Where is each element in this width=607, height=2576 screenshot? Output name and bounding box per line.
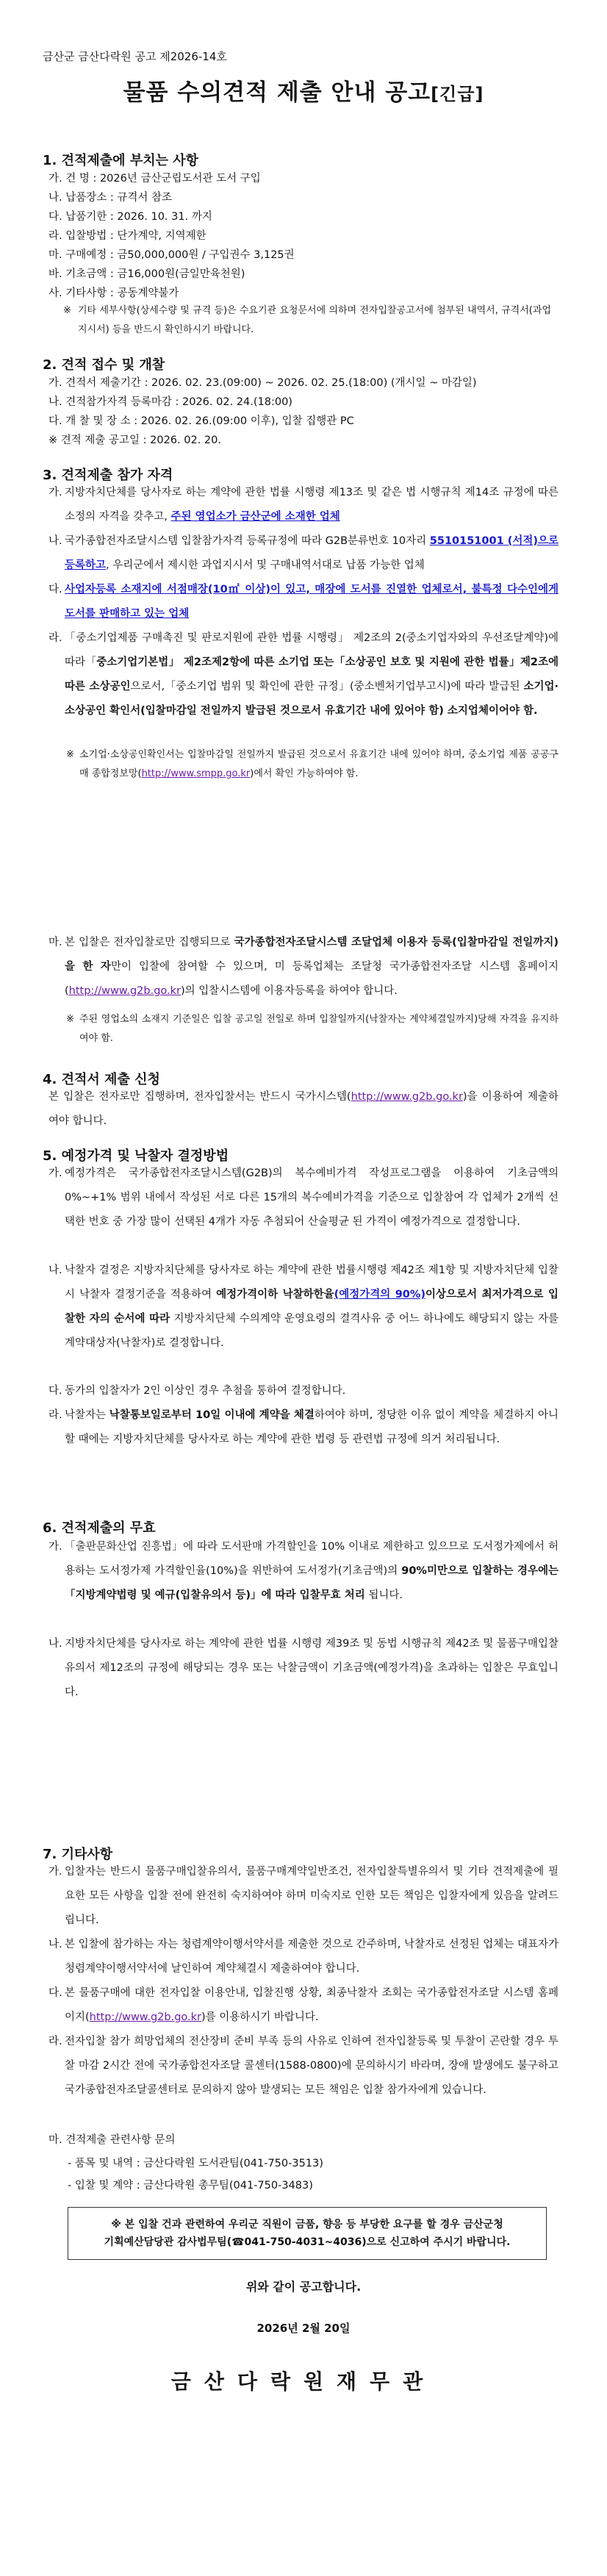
s6-na-prefix: 나. (49, 1638, 62, 1650)
s5-na-text-1: 낙찰자 결정은 지방자치단체를 당사자로 하는 계약에 관한 법률시행령 제42조 제1항 및 지방자치단체 입찰시 낙찰자 결정기준을 적용하여 (65, 1264, 558, 1300)
section-2-heading: 2. 견적 접수 및 개찰 (43, 357, 165, 373)
s3-ma-note-text: 주된 영업소의 소재지 기준일은 입찰 공고일 전일로 하며 입찰일까지(낙찰자는 계약체결일까지)당해 자격을 유지하여야 함. (79, 1014, 558, 1044)
s3-ra-text-2: 으로서,「중소기업 범위 및 확인에 관한 규정」(중소벤처기업부고시)에 따라 발급된 (130, 681, 520, 693)
s7-na-text: 본 입찰에 참가하는 자는 청렴계약이행서약서를 제출한 것으로 간주하며, 낙찰자로 선정된 업체는 대표자가 청렴계약이행서약서에 날인하여 계약체결시 제출하여야 합니다. (65, 1939, 558, 1975)
s5-ra-text-2: 하여야 하며, 정당한 이유 없이 계약을 체결하지 아니할 때에는 지방자치단체를 당사자로 하는 계약에 관한 법령 등 관련법 규정에 의거 처리됩니다. (65, 1409, 558, 1445)
s6-na-text: 지방자치단체를 당사자로 하는 계약에 관한 법률 시행령 제39조 및 동법 시행규칙 제42조 및 물품구매입찰유의서 제12조의 규정에 해당되는 경우 또는 낙찰금액이 기초금액(예정가격)을 초과하는 입찰은 무효입니다. (65, 1638, 558, 1698)
s7-da-prefix: 다. (49, 1987, 62, 1999)
s1-note-mark: ※ (63, 305, 71, 316)
s3-na-prefix: 나. (49, 535, 62, 547)
s5-ga-prefix: 가. (49, 1167, 62, 1179)
s1-note (63, 301, 551, 340)
s1-item-name: 가. 건 명 : 2026년 금산군립도서관 도서 구입 (49, 173, 261, 185)
s3-da-highlight: 사업자등록 소재지에 서점매장(10㎡ 이상)이 있고, 매장에 도서를 진열한 업체로서, 불특정 다수인에게 도서를 판매하고 있는 업체 (65, 584, 558, 620)
s3-item-ra (49, 626, 558, 723)
s3-ma-note (66, 1010, 558, 1048)
section-4-heading: 4. 견적서 제출 신청 (43, 1072, 160, 1087)
s3-ma-bold: 국가종합전자조달시스템 조달업체 이용자 등록(입찰마감일 전일까지)을 한 자 (65, 937, 558, 973)
s5-na-prefix: 나. (49, 1264, 62, 1276)
s3-ra-note-text: 소기업·소상공인확인서는 입찰마감일 전일까지 발급된 것으로서 유효기간 내에 있어야 하며, 중소기업 제품 공공구매 종합정보망( (79, 749, 558, 779)
s6-ga-text-2: 됩니다. (364, 1589, 403, 1601)
s5-na-bold-1: 예정가격이하 낙찰하한율 (216, 1289, 334, 1300)
s1-item-etc: 사. 기타사항 : 공동계약불가 (49, 287, 179, 299)
s7-item-na (49, 1933, 558, 1981)
s3-ma-text-2: 만이 입찰에 참여할 수 있으며, 미 등록업체는 조달청 국가종합전자조달 시스템 홈페이지( (65, 961, 558, 997)
integrity-notice-line-2: 기획예산담당관 감사법무팀(☎041-750-4031~4036)으로 신고하여 주시기 바랍니다. (104, 2236, 511, 2248)
s7-ga-prefix: 가. (49, 1866, 62, 1878)
g2b-link-s7[interactable]: http://www.g2b.go.kr (89, 2011, 201, 2023)
s4-text-2: )을 이용하여 제출하여야 합니다. (49, 1091, 558, 1127)
section-3-heading: 3. 견적제출 참가 자격 (43, 468, 173, 483)
s5-ra-bold: 낙찰통보일로부터 10일 이내에 계약을 체결 (109, 1409, 315, 1421)
s7-ra-text: 전자입찰 참가 희망업체의 전산장비 준비 부족 등의 사유로 인하여 전자입찰등록 및 투찰이 곤란할 경우 투찰 마감 2시간 전에 국가종합전자조달 콜센터(1588-0800)에 문의하시기 바라며, 장애 발생에도 불구하고 국가종합전자조달콜센터로 문의하지 않아 발생되는 모든 책임은 입찰 참가자에게 있습니다. (65, 2036, 558, 2096)
section-7-heading: 7. 기타사항 (43, 1847, 113, 1862)
s2-notice-date: ※ 견적 제출 공고일 : 2026. 02. 20. (49, 434, 221, 446)
s3-na-highlight: 5510151001 (서적)으로 등록하고 (65, 535, 558, 571)
s7-ra-prefix: 라. (49, 2036, 62, 2047)
s3-da-prefix: 다. (49, 584, 62, 595)
integrity-notice-line-1: ※ 본 입찰 건과 관련하여 우리군 직원이 금품, 향응 등 부당한 요구를 할 경우 금산군청 (111, 2219, 503, 2230)
s1-item-deadline: 다. 납품기한 : 2026. 10. 31. 까지 (49, 211, 212, 223)
s3-item-na (49, 529, 558, 578)
closing-statement: 위와 같이 공고합니다. (245, 2280, 362, 2294)
s3-ra-prefix: 라. (49, 632, 62, 644)
g2b-link-s4[interactable]: http://www.g2b.go.kr (351, 1091, 463, 1103)
s5-ra-text-1: 낙찰자는 (65, 1409, 107, 1421)
s7-item-ma: 마. 견적제출 관련사항 문의 (49, 2134, 176, 2146)
smpp-link[interactable]: http://www.smpp.go.kr (141, 768, 251, 779)
s3-ra-bold-1: 중소기업기본법」 제2조제2항에 따른 소기업 또는「소상공인 보호 및 지원에 관한 법률」제2조에 따른 소상공인 (65, 656, 559, 693)
page-title (0, 74, 607, 107)
s7-da-text-2: )를 이용하시기 바랍니다. (201, 2011, 319, 2023)
s7-item-da (49, 1981, 558, 2030)
s3-ra-note-text-2: )에서 확인 가능하여야 함. (250, 768, 359, 779)
s6-ga-bold: 90%미만으로 입찰하는 경우에는「지방계약법령 및 예규(입찰유의서 등)」에 따라 입찰무효 처리 (65, 1565, 558, 1601)
s3-ga-text: 지방자치단체를 당사자로 하는 계약에 관한 법률 시행령 제13조 및 같은 법 시행규칙 제14조 규정에 따른 소정의 자격을 갖추고, (65, 487, 558, 523)
s7-da-text-1: 본 물품구매에 대한 전자입찰 이용안내, 입찰진행 상황, 최종낙찰자 조회는 국가종합전자조달 시스템 홈페이지( (65, 1987, 558, 2023)
section-6-heading: 6. 견적제출의 무효 (43, 1520, 156, 1536)
section-5-heading: 5. 예정가격 및 낙찰자 결정방법 (43, 1148, 229, 1164)
notice-date: 2026년 2월 20일 (256, 2322, 351, 2335)
s7-na-prefix: 나. (49, 1939, 62, 1950)
s5-da-prefix: 다. (49, 1385, 62, 1397)
s6-ga-prefix: 가. (49, 1541, 62, 1553)
s3-ra-text-1: 「중소기업제품 구매촉진 및 판로지원에 관한 법률 시행령」 제2조의 2(중소기업자와의 우선조달계약)에 따라「 (65, 632, 558, 668)
s5-da-text: 동가의 입찰자가 2인 이상인 경우 추첨을 통하여 결정합니다. (65, 1385, 346, 1397)
s5-na-text-2: 지방자치단체 수의계약 운영요령의 결격사유 중 어느 하나에도 해당되지 않는 자를 계약대상자(낙찰자)로 결정합니다. (65, 1313, 559, 1349)
s5-item-da (49, 1379, 558, 1403)
s5-ga-text: 예정가격은 국가종합전자조달시스템(G2B)의 복수예비가격 작성프로그램을 이용하여 기초금액의 0%~+1% 범위 내에서 작성된 서로 다른 15개의 복수예비가격을 기준으로 입찰참여 각 업체가 2개씩 선택한 번호 중 가장 많이 선택된 4개가 자동 추첨되어 산술평균 된 가격이 예정가격으로 결정합니다. (65, 1167, 558, 1228)
s3-item-ga (49, 481, 558, 529)
s3-na-text-1: 국가종합전자조달시스템 입찰참가자격 등록규정에 따라 G2B분류번호 10자리 (65, 535, 427, 547)
s6-item-na (49, 1632, 558, 1705)
s3-ga-highlight: 주된 영업소가 금산군에 소재한 업체 (170, 511, 340, 523)
s5-item-ga (49, 1162, 558, 1234)
s3-ra-bold-2: 소기업·소상공인 확인서(입찰마감일 전일까지 발급된 것으로서 유효기간 내에 있어야 함) 소지업체이어야 함. (65, 681, 559, 717)
title-text: 물품 수의견적 제출 안내 공고 (123, 79, 431, 106)
s3-ra-note-mark: ※ (66, 749, 74, 760)
s4-text (49, 1085, 558, 1134)
integrity-notice-box (68, 2207, 547, 2260)
s5-ra-prefix: 라. (49, 1409, 62, 1421)
g2b-link-s3[interactable]: http://www.g2b.go.kr (68, 985, 181, 997)
s3-ma-note-mark: ※ (66, 1014, 74, 1025)
s3-ma-text-3: )의 입찰시스템에 이용자등록을 하여야 합니다. (180, 985, 398, 997)
s2-submit-period: 가. 견적서 제출기간 : 2026. 02. 23.(09:00) ~ 2026. 02. 25.(18:00) (개시일 ~ 마감일) (49, 377, 477, 389)
s6-ga-text-1: 「출판문화산업 진흥법」에 따라 도서판매 가격할인을 10% 이내로 제한하고 있으므로 도서정가제에서 허용하는 도서정가제 가격할인율(10%)을 위반하여 도서정가(기초금액)의 (65, 1541, 558, 1577)
s1-item-budget: 마. 구매예정 : 금50,000,000원 / 구입권수 3,125권 (49, 249, 295, 261)
s7-item-ga (49, 1860, 558, 1933)
s3-na-text-2: , 우리군에서 제시한 과업지시서 및 구매내역서대로 납품 가능한 업체 (106, 559, 425, 571)
s5-item-ra (49, 1403, 558, 1452)
s7-ga-text: 입찰자는 반드시 물품구매입찰유의서, 물품구매계약일반조건, 전자입찰특별유의서 및 기타 견적제출에 필요한 모든 사항을 입찰 전에 완전히 숙지하여야 하며 미숙지로 인한 모든 책임은 입찰자에게 있음을 알려드립니다. (65, 1866, 558, 1926)
s7-item-ra (49, 2030, 558, 2103)
s5-item-na (49, 1259, 558, 1356)
s2-opening: 다. 개 찰 및 장 소 : 2026. 02. 26.(09:00 이후), 입찰 집행관 PC (49, 415, 354, 427)
s6-item-ga (49, 1535, 558, 1608)
s5-na-bold-2: 이상으로서 최저가격으로 입찰한 자의 순서에 따라 (65, 1289, 559, 1325)
title-urgent-tag: [긴급] (431, 84, 484, 104)
s3-item-da (49, 578, 558, 626)
s2-register-deadline: 나. 견적참가자격 등록마감 : 2026. 02. 24.(18:00) (49, 396, 292, 408)
contact-contract: - 입찰 및 계약 : 금산다락원 총무팀(041-750-3483) (68, 2180, 313, 2192)
section-1-heading: 1. 견적제출에 부치는 사항 (43, 153, 199, 168)
s3-ra-note (66, 745, 558, 784)
s1-item-place: 나. 납품장소 : 규격서 참조 (49, 192, 173, 204)
signer: 금산다락원재무관 (170, 2369, 437, 2394)
s4-text-1: 본 입찰은 전자로만 집행하며, 전자입찰서는 반드시 국가시스템( (49, 1091, 351, 1103)
s3-ma-prefix: 마. (49, 937, 62, 948)
s1-item-base-price: 바. 기초금액 : 금16,000원(금일만육천원) (49, 268, 245, 280)
s3-ga-prefix: 가. (49, 487, 62, 498)
s3-item-ma (49, 931, 558, 1003)
document-number: 금산군 금산다락원 공고 제2026-14호 (43, 50, 227, 63)
s3-ma-text-1: 본 입찰은 전자입찰로만 집행되므로 (65, 937, 231, 948)
s1-note-text: 기타 세부사항(상세수량 및 규격 등)은 수요기관 요청문서에 의하며 전자입찰공고서에 첨부된 내역서, 규격서(과업지시서) 등을 반드시 확인하시기 바랍니다. (78, 305, 551, 335)
s1-item-method: 라. 입찰방법 : 단가계약, 지역제한 (49, 230, 206, 242)
s5-na-highlight: (예정가격의 90%) (334, 1289, 426, 1300)
contact-books: - 품목 및 내역 : 금산다락원 도서관팀(041-750-3513) (68, 2158, 323, 2169)
